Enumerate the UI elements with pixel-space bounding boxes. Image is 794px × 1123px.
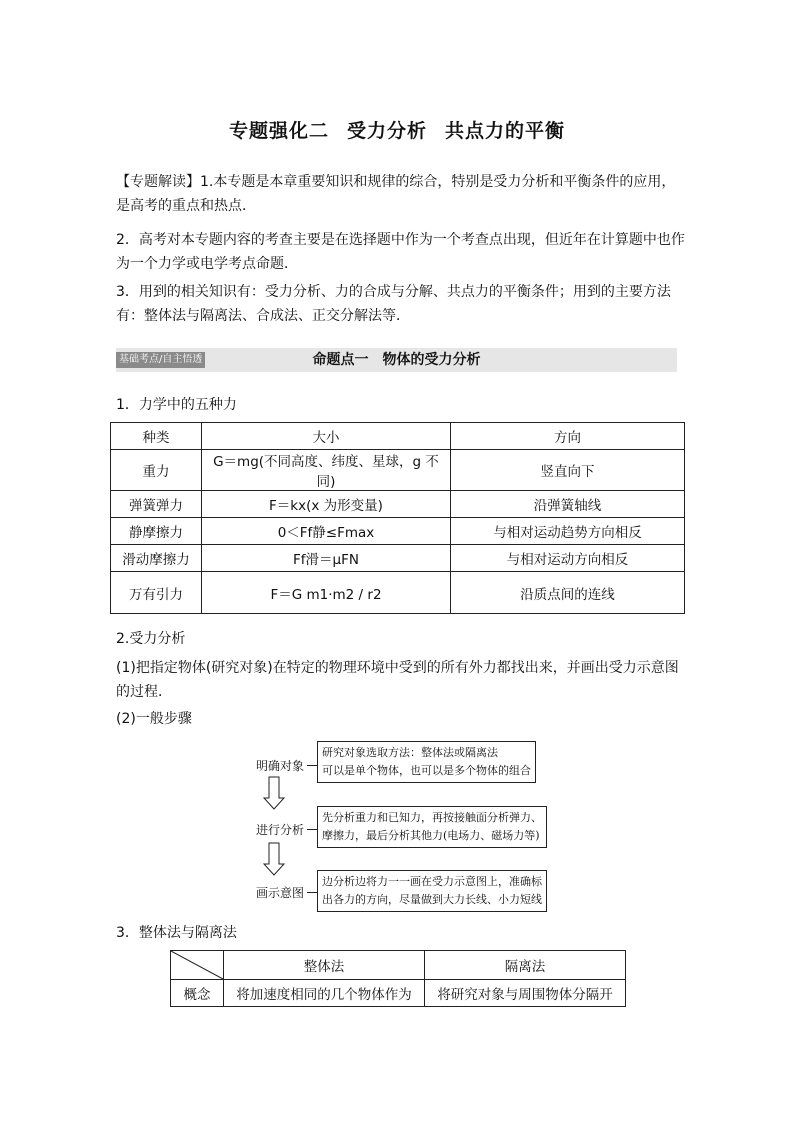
flow-step-label: 进行分析 [256, 823, 305, 837]
cell-isolation: 将研究对象与周围物体分隔开 [425, 980, 626, 1007]
table-header-row [111, 423, 685, 450]
intro-text-1: 1.本专题是本章重要知识和规律的综合，特别是受力分析和平衡条件的应用，是高考的重点和热点． [116, 174, 676, 214]
header-isolation: 隔离法 [425, 951, 626, 980]
forces-table [110, 422, 685, 614]
down-arrow-icon [262, 842, 286, 876]
title-part-1: 专题强化二 [228, 120, 329, 142]
flow-box-line: 摩擦力，最后分析其他力(电场力、磁场力等) [322, 829, 540, 842]
cell-kind: 弹簧弹力 [111, 491, 202, 518]
cell-kind: 重力 [111, 450, 202, 491]
cell-whole: 将加速度相同的几个物体作为 [224, 980, 425, 1007]
header-blank [171, 951, 224, 980]
method-table [170, 950, 626, 1007]
cell-direction: 与相对运动方向相反 [451, 545, 685, 572]
section-1-heading: 1．力学中的五种力 [116, 397, 237, 413]
header-whole: 整体法 [224, 951, 425, 980]
flow-step-label: 明确对象 [256, 759, 305, 773]
table-row [111, 491, 685, 518]
header-direction: 方向 [451, 423, 685, 450]
cell-size: Ff滑＝μFN [202, 545, 451, 572]
cell-size: F＝kx(x 为形变量) [202, 491, 451, 518]
flow-box-line: 研究对象选取方法：整体法或隔离法 [322, 746, 498, 759]
diagonal-line [171, 951, 223, 979]
cell-kind: 万有引力 [111, 572, 202, 614]
cell-direction: 沿质点间的连线 [451, 572, 685, 614]
page-title [0, 116, 794, 143]
flow-step-box [317, 741, 536, 783]
table-row [111, 518, 685, 545]
header-kind: 种类 [111, 423, 202, 450]
flow-box-line: 出各力的方向，尽量做到大力长线、小力短线 [322, 893, 542, 906]
section-2-heading: 2.受力分析 [116, 631, 186, 647]
intro-paragraph-3: 3．用到的相关知识有：受力分析、力的合成与分解、共点力的平衡条件；用到的主要方法有：整体法与隔离法、合成法、正交分解法等． [116, 284, 671, 324]
cell-direction: 与相对运动趋势方向相反 [451, 518, 685, 545]
table-row [171, 980, 626, 1007]
cell-size: G＝mg(不同高度、纬度、星球，g 不同) [202, 450, 451, 491]
flow-box-line: 先分析重力和已知力，再按接触面分析弹力、 [322, 811, 542, 824]
cell-name: 概念 [171, 980, 224, 1007]
flow-step-box [317, 870, 547, 912]
flow-step-label: 画示意图 [256, 886, 305, 900]
down-arrow-icon [262, 776, 286, 810]
title-part-2: 受力分析 [346, 120, 427, 142]
header-size: 大小 [202, 423, 451, 450]
cell-kind: 静摩擦力 [111, 518, 202, 545]
cell-size: F＝G m1·m2 / r2 [202, 572, 451, 614]
banner-title: 命题点一 物体的受力分析 [312, 352, 481, 368]
table-row [111, 450, 685, 491]
flow-connector [307, 829, 317, 830]
banner-tag: 基础考点/自主悟透 [116, 352, 205, 368]
section-2-paragraph-2: (2)一般步骤 [116, 711, 192, 727]
flow-step-box [317, 806, 547, 848]
flow-box-line: 可以是单个物体，也可以是多个物体的组合 [322, 764, 531, 777]
flow-connector [307, 892, 317, 893]
cell-direction: 沿弹簧轴线 [451, 491, 685, 518]
section-2-paragraph-1: (1)把指定物体(研究对象)在特定的物理环境中受到的所有外力都找出来，并画出受力示意图的过程． [116, 660, 679, 700]
intro-paragraph-2: 2．高考对本专题内容的考查主要是在选择题中作为一个考查点出现，但近年在计算题中也作为一个力学或电学考点命题． [116, 232, 685, 272]
flow-connector [307, 765, 317, 766]
flow-box-line: 边分析边将力一一画在受力示意图上，准确标 [322, 875, 542, 888]
table-row [111, 545, 685, 572]
intro-paragraph-1 [116, 170, 686, 218]
intro-tag: 【专题解读】 [116, 174, 200, 190]
table-header-row [171, 951, 626, 980]
section-banner [116, 348, 677, 372]
cell-direction: 竖直向下 [451, 450, 685, 491]
cell-size: 0＜Ff静≤Fmax [202, 518, 451, 545]
cell-kind: 滑动摩擦力 [111, 545, 202, 572]
table-row [111, 572, 685, 614]
section-3-heading: 3．整体法与隔离法 [116, 925, 237, 941]
title-part-3: 共点力的平衡 [445, 120, 566, 142]
